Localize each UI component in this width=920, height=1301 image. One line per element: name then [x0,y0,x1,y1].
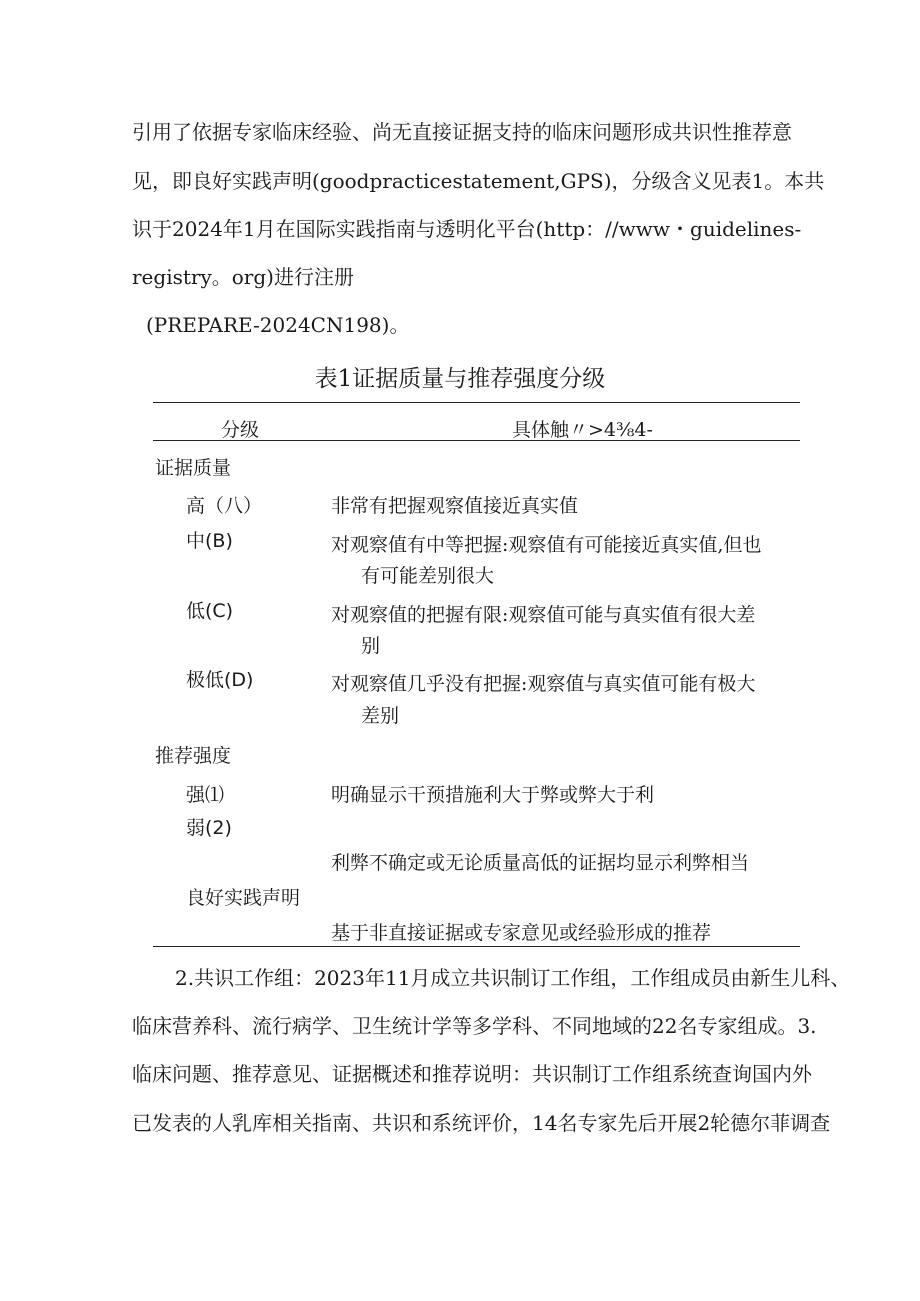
header-grade: 分级 [221,419,260,441]
grade-gps: 良好实践声明 [186,887,301,909]
grade-high: 高（八） [186,495,263,517]
outro-line: 2.共识工作组：2023年11月成立共识制订工作组，工作组成员由新生儿科、 [175,966,851,990]
desc-moderate: 对观察值有中等把握:观察值有可能接近真实值,但也 [331,534,762,556]
table-caption: 表1证据质量与推荐强度分级 [314,366,606,392]
desc-high: 非常有把握观察值接近真实值 [331,495,579,517]
section-recommendation-strength: 推荐强度 [155,745,232,767]
grade-moderate: 中(B) [186,530,233,552]
outro-line: 临床营养科、流行病学、卫生统计学等多学科、不同地域的22名专家组成。3. [132,1014,817,1038]
table-top-rule [153,402,800,403]
desc-very-low: 差别 [361,705,400,727]
intro-line: 见，即良好实践声明(goodpracticestatement,GPS)，分级含义见表1。本共 [132,169,825,193]
outro-line: 已发表的人乳库相关指南、共识和系统评价，14名专家先后开展2轮德尔菲调查 [132,1111,831,1135]
intro-line: (PREPARE-2024CN198)。 [146,313,410,337]
grade-low: 低(C) [186,600,234,622]
table-header-rule [153,440,800,441]
outro-line: 临床问题、推荐意见、证据概述和推荐说明：共识制订工作组系统查询国内外 [132,1062,812,1086]
grade-weak: 弱(2) [186,817,232,839]
section-evidence-quality: 证据质量 [155,457,232,479]
desc-strong: 明确显示干预措施利大于弊或弊大于利 [331,784,655,806]
desc-low: 别 [361,635,381,657]
grade-strong: 强⑴ [186,784,225,806]
intro-line: 引用了依据专家临床经验、尚无直接证据支持的临床问题形成共识性推荐意 [132,120,792,144]
desc-low: 对观察值的把握有限:观察值可能与真实值有很大差 [331,604,756,626]
intro-line: registry。org)进行注册 [132,265,354,289]
desc-moderate: 有可能差别很大 [361,565,495,587]
desc-gps: 基于非直接证据或专家意见或经验形成的推荐 [331,922,712,944]
intro-line: 识于2024年1月在国际实践指南与透明化平台(http：//www・guidelines- [132,217,802,241]
header-meaning: 具体触〃>4⅜4- [512,419,653,441]
grade-very-low: 极低(D) [186,669,254,691]
table-bottom-rule [153,946,800,947]
desc-weak: 利弊不确定或无论质量高低的证据均显示利弊相当 [331,852,750,874]
desc-very-low: 对观察值几乎没有把握:观察值与真实值可能有极大 [331,673,756,695]
